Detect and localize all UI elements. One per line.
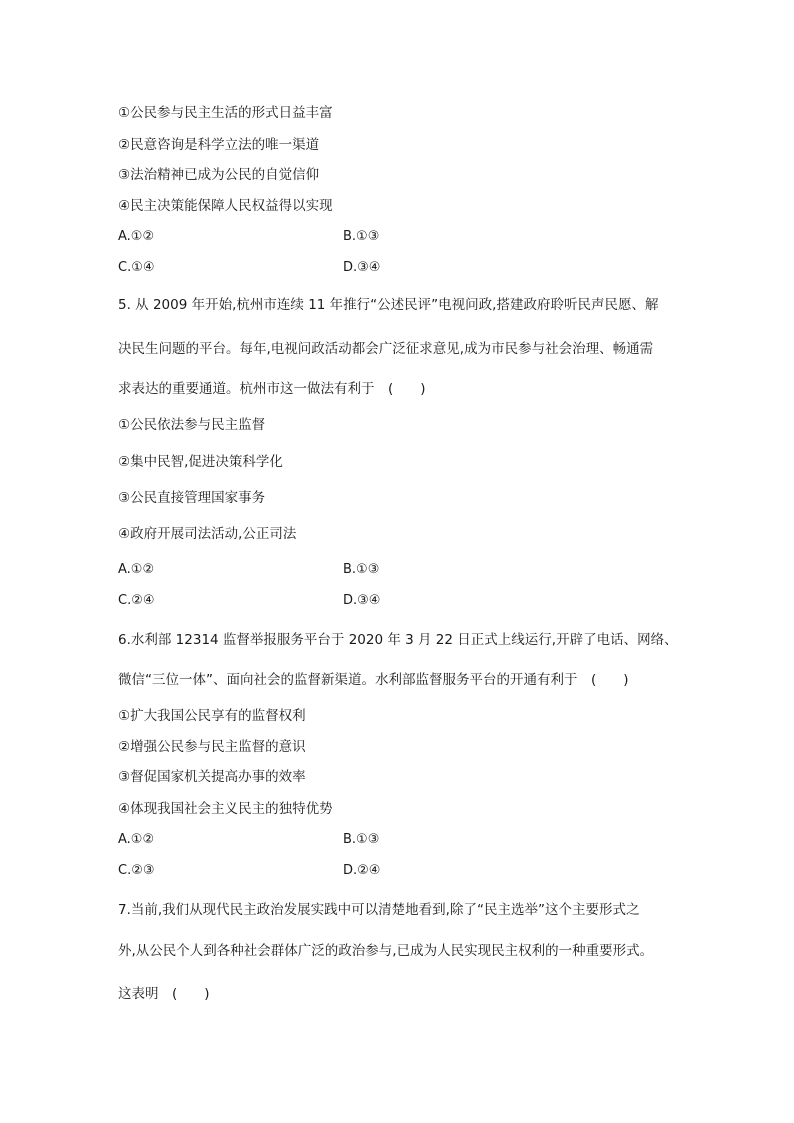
q5-option-c: C.②④ — [118, 593, 155, 608]
q4-statement-2: ②民意咨询是科学立法的唯一渠道 — [118, 137, 320, 153]
q4-option-c: C.①④ — [118, 260, 155, 275]
q6-option-a: A.①② — [118, 832, 155, 847]
q6-option-c: C.②③ — [118, 863, 155, 878]
q4-statement-4: ④民主决策能保障人民权益得以实现 — [118, 198, 333, 214]
q6-statement-1: ①扩大我国公民享有的监督权利 — [118, 708, 306, 724]
q6-statement-2: ②增强公民参与民主监督的意识 — [118, 739, 306, 755]
q5-statement-3: ③公民直接管理国家事务 — [118, 490, 266, 506]
q5-stem-line-2: 决民生问题的平台。每年,电视问政活动都会广泛征求意见,成为市民参与社会治理、畅通需 — [118, 341, 654, 357]
q5-stem-line-3: 求表达的重要通道。杭州市这一做法有利于 ( ) — [118, 381, 426, 397]
q4-statement-3: ③法治精神已成为公民的自觉信仰 — [118, 167, 320, 183]
q5-stem-line-1: 5. 从 2009 年开始,杭州市连续 11 年推行“公述民评”电视问政,搭建政府聆听民声民愿、解 — [118, 297, 659, 313]
q4-option-a: A.①② — [118, 229, 155, 244]
q5-option-d: D.③④ — [343, 593, 381, 608]
q4-statement-1: ①公民参与民主生活的形式日益丰富 — [118, 105, 333, 121]
q5-statement-2: ②集中民智,促进决策科学化 — [118, 454, 283, 470]
q7-stem-line-2: 外,从公民个人到各种社会群体广泛的政治参与,已成为人民实现民主权利的一种重要形式。 — [118, 943, 654, 959]
q6-stem-line-2: 微信“三位一体”、面向社会的监督新渠道。水利部监督服务平台的开通有利于 ( ) — [118, 672, 629, 688]
q6-option-b: B.①③ — [343, 832, 380, 847]
q7-stem-line-1: 7.当前,我们从现代民主政治发展实践中可以清楚地看到,除了“民主选举”这个主要形式之 — [118, 902, 640, 918]
q5-option-b: B.①③ — [343, 562, 380, 577]
q6-option-d: D.②④ — [343, 863, 381, 878]
q6-statement-4: ④体现我国社会主义民主的独特优势 — [118, 801, 333, 817]
q5-statement-1: ①公民依法参与民主监督 — [118, 417, 266, 433]
q6-stem-line-1: 6.水利部 12314 监督举报服务平台于 2020 年 3 月 22 日正式上线运行,开辟了电话、网络、 — [118, 632, 678, 648]
q6-statement-3: ③督促国家机关提高办事的效率 — [118, 769, 306, 785]
q5-option-a: A.①② — [118, 562, 155, 577]
q7-stem-line-3: 这表明 ( ) — [118, 986, 210, 1002]
q4-option-d: D.③④ — [343, 260, 381, 275]
q4-option-b: B.①③ — [343, 229, 380, 244]
q5-statement-4: ④政府开展司法活动,公正司法 — [118, 526, 297, 542]
